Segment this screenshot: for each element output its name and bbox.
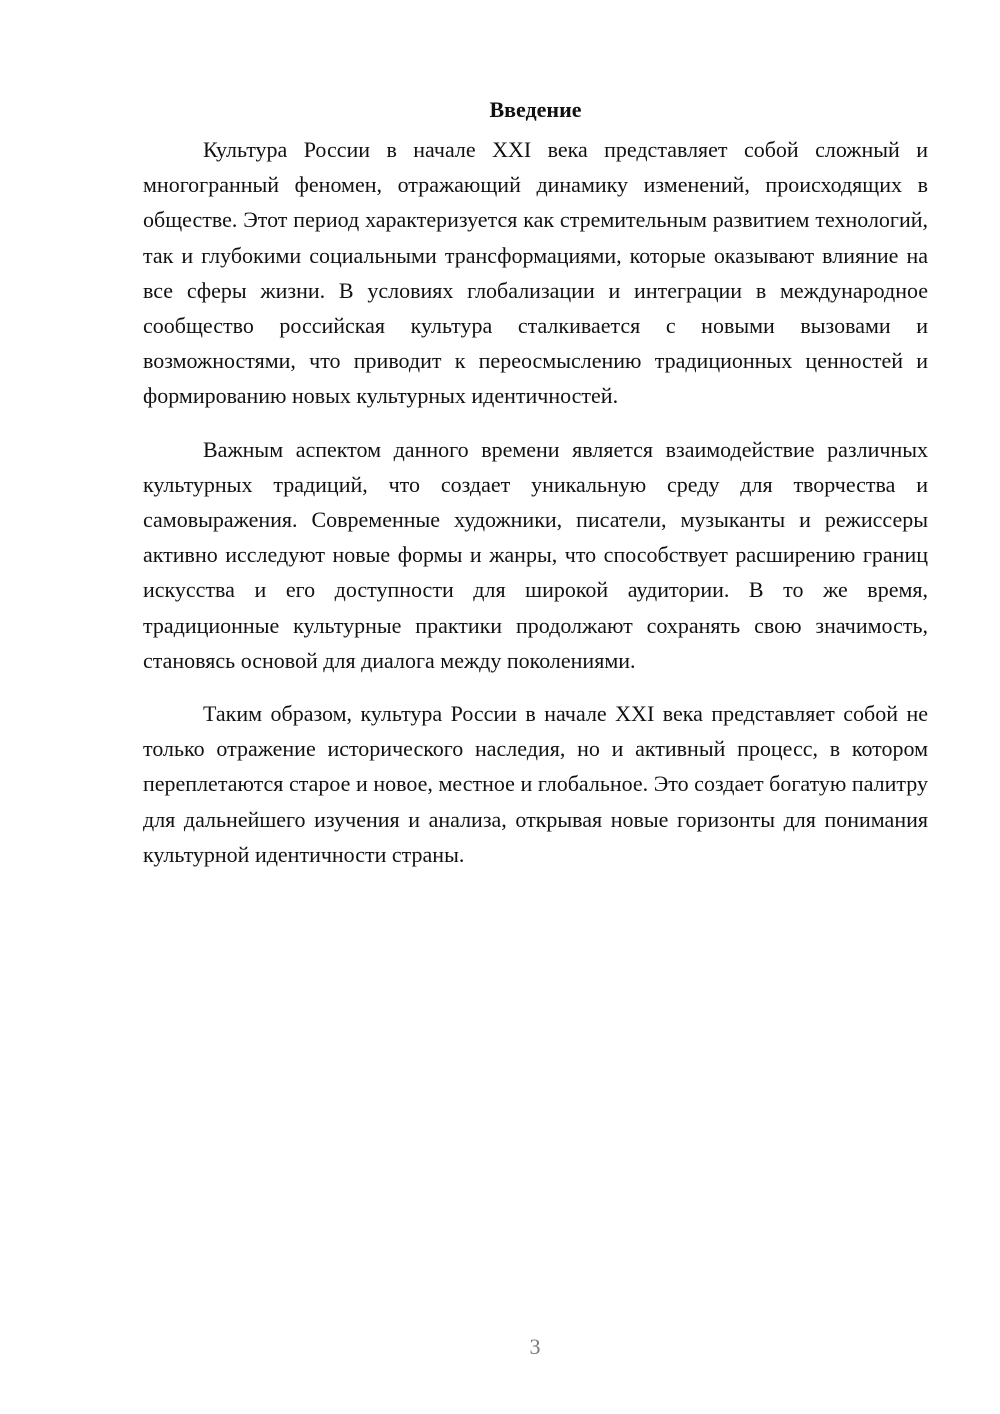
paragraph-2: Важным аспектом данного времени является взаимодействие различных культурных традиций, что создает уникальную среду для творчества и самовыражения. Современные художники, писатели, музыканты и режиссеры активно исследуют новые формы и жанры, что способствует расширению границ искусства и его доступности для широкой аудитории. В то же время, традиционные культурные практики продолжают сохранять свою значимость, становясь основой для диалога между поколениями.: [143, 436, 928, 673]
page-content: [143, 92, 928, 890]
paragraph-3: Таким образом, культура России в начале XXI века представляет собой не только отражение исторического наследия, но и активный процесс, в котором переплетаются старое и новое, местное и глобальное. Это создает богатую палитру для дальнейшего изучения и анализа, открывая новые горизонты для понимания культурной идентичности страны.: [143, 701, 928, 867]
paragraph-1: Культура России в начале XXI века представляет собой сложный и многогранный феномен, отражающий динамику изменений, происходящих в обществе. Этот период характеризуется как стремительным развитием технологий, так и глубокими социальными трансформациями, которые оказывают влияние на все сферы жизни. В условиях глобализации и интеграции в международное сообщество российская культура сталкивается с новыми вызовами и возможностями, что приводит к переосмыслению традиционных ценностей и формированию новых культурных идентичностей.: [143, 137, 928, 409]
page-number: 3: [529, 1334, 541, 1359]
section-title: Введение: [489, 97, 582, 122]
